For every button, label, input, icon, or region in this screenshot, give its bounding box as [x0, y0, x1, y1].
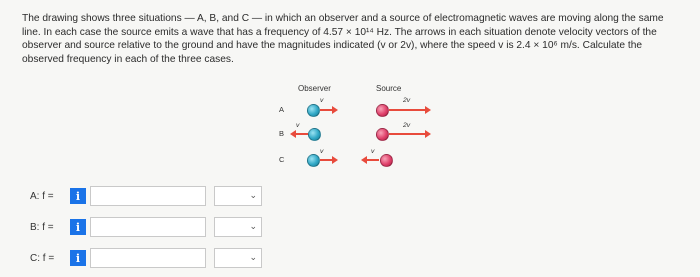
- observer-arrow-b: [296, 133, 308, 135]
- answer-row-b: [30, 216, 262, 238]
- row-label-a: A: [279, 105, 285, 114]
- info-icon[interactable]: i: [70, 219, 86, 235]
- observer-ball-c: [307, 154, 320, 167]
- observer-arrow-c: [320, 159, 332, 161]
- answer-input-a[interactable]: [90, 186, 206, 206]
- problem-statement: The drawing shows three situations — A, B, and C — in which an observer and a source of electromagnetic waves are moving along the same line. In each case the source emits a wave that has a frequency of 4.57 × 10¹⁴ Hz. The arrows in each situation denote velocity vectors of the observer and source relative to the ground and have the magnitudes indicated (v or 2v), where the speed v is 2.4 × 10⁶ m/s. Calculate the observed frequency in each of the three cases.: [22, 13, 664, 65]
- row-label-b: B: [279, 129, 285, 138]
- answer-label-b: B: f =: [30, 221, 54, 233]
- answer-input-b[interactable]: [90, 217, 206, 237]
- observer-velocity-label-c: v: [320, 148, 324, 155]
- chevron-down-icon: ⌄: [249, 190, 257, 200]
- observer-ball-a: [307, 104, 320, 117]
- unit-select-a[interactable]: [214, 186, 262, 206]
- observer-header: Observer: [298, 84, 331, 93]
- row-label-c: C: [279, 155, 285, 164]
- source-velocity-label-b: 2v: [403, 122, 411, 129]
- source-arrow-c: [367, 159, 379, 161]
- observer-velocity-label-a: v: [320, 97, 324, 104]
- source-ball-b: [376, 128, 389, 141]
- unit-select-b[interactable]: [214, 217, 262, 237]
- answer-label-c: C: f =: [30, 252, 55, 264]
- source-velocity-label-c: v: [371, 148, 375, 155]
- observer-ball-b: [308, 128, 321, 141]
- source-velocity-label-a: 2v: [403, 97, 411, 104]
- observer-velocity-label-b: v: [296, 122, 300, 129]
- chevron-down-icon: ⌄: [249, 221, 257, 231]
- source-arrow-a: [389, 109, 425, 111]
- answer-input-c[interactable]: [90, 248, 206, 268]
- source-arrow-b: [389, 133, 425, 135]
- info-icon[interactable]: i: [70, 250, 86, 266]
- answer-row-c: [30, 247, 262, 269]
- source-ball-a: [376, 104, 389, 117]
- answer-row-a: [30, 185, 262, 207]
- info-icon[interactable]: i: [70, 188, 86, 204]
- chevron-down-icon: ⌄: [249, 252, 257, 262]
- source-header: Source: [376, 84, 402, 93]
- answer-label-a: A: f =: [30, 190, 54, 202]
- observer-arrow-a: [320, 109, 332, 111]
- doppler-diagram: [270, 82, 470, 182]
- unit-select-c[interactable]: [214, 248, 262, 268]
- source-ball-c: [380, 154, 393, 167]
